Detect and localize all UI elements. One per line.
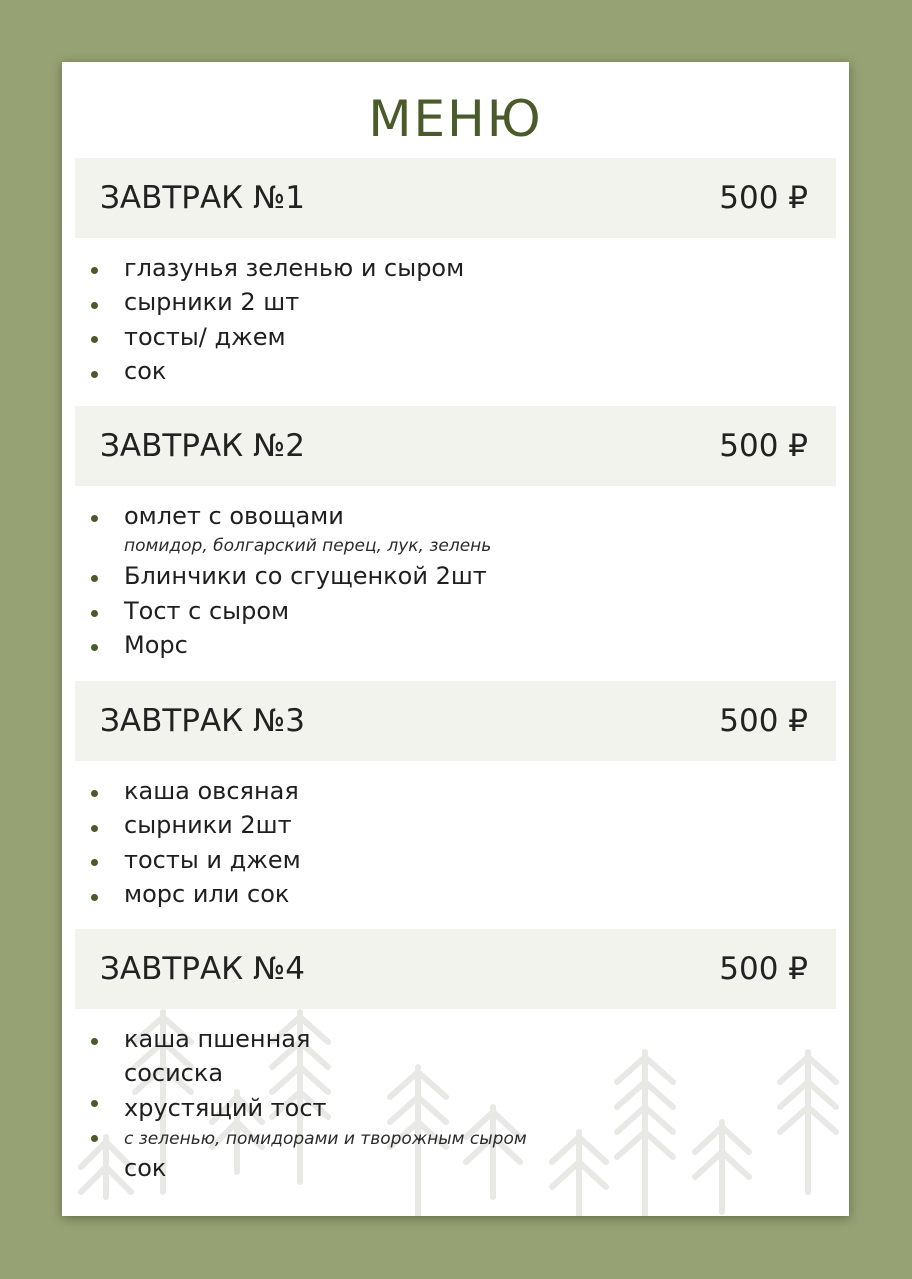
- bullet-icon: [91, 336, 98, 343]
- bullet-icon: [91, 1038, 98, 1045]
- section-name: ЗАВТРАК №2: [100, 428, 306, 464]
- bullet-icon: [91, 894, 98, 901]
- list-item: тосты и джем: [124, 846, 301, 874]
- item-note: помидор, болгарский перец, лук, зелень: [124, 536, 492, 556]
- list-item: сырники 2шт: [124, 811, 292, 839]
- list-item: Блинчики со сгущенкой 2шт: [124, 562, 487, 590]
- bullet-icon: [91, 515, 98, 522]
- list-item: сосиска: [124, 1059, 224, 1087]
- list-item: Тост с сыром: [124, 597, 290, 625]
- bullet-icon: [91, 302, 98, 309]
- menu-title: МЕНЮ: [368, 90, 543, 148]
- list-item: Морс: [124, 631, 188, 659]
- bullet-icon: [91, 610, 98, 617]
- list-item: тосты/ джем: [124, 323, 286, 351]
- bullet-icon: [91, 371, 98, 378]
- section-price: 500 ₽: [719, 180, 808, 216]
- section-header-breakfast-4: [75, 929, 836, 1009]
- bullet-icon: [91, 825, 98, 832]
- list-item: хрустящий тост: [124, 1094, 327, 1122]
- section-price: 500 ₽: [719, 703, 808, 739]
- section-header-breakfast-3: [75, 681, 836, 761]
- bullet-icon: [91, 859, 98, 866]
- bullet-icon: [91, 644, 98, 651]
- list-item: каша пшенная: [124, 1025, 311, 1053]
- section-header-breakfast-1: [75, 158, 836, 238]
- bullet-icon: [91, 575, 98, 582]
- list-item: сырники 2 шт: [124, 288, 300, 316]
- section-price: 500 ₽: [719, 951, 808, 987]
- bullet-icon: [91, 1100, 98, 1107]
- item-note: с зеленью, помидорами и творожным сыром: [124, 1129, 527, 1149]
- section-name: ЗАВТРАК №3: [100, 703, 306, 739]
- bullet-icon: [91, 790, 98, 797]
- list-item: сок: [124, 1154, 167, 1182]
- list-item: глазунья зеленью и сыром: [124, 254, 465, 282]
- list-item: каша овсяная: [124, 777, 299, 805]
- list-item: омлет с овощами: [124, 502, 344, 530]
- bullet-icon: [91, 1135, 98, 1142]
- section-header-breakfast-2: [75, 406, 836, 486]
- list-item: сок: [124, 357, 167, 385]
- section-price: 500 ₽: [719, 428, 808, 464]
- section-name: ЗАВТРАК №4: [100, 951, 306, 987]
- menu-sheet: [62, 62, 849, 1216]
- bullet-icon: [91, 267, 98, 274]
- list-item: морс или сок: [124, 880, 290, 908]
- section-name: ЗАВТРАК №1: [100, 180, 306, 216]
